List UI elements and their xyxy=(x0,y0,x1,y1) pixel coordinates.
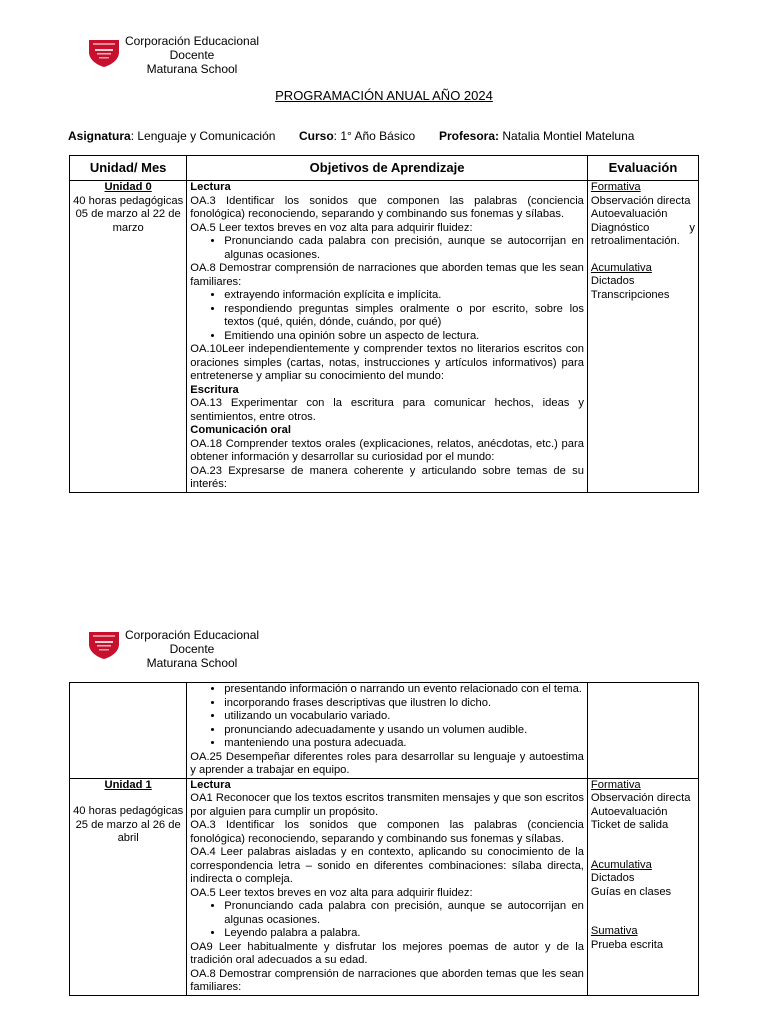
meta-curso xyxy=(299,129,415,143)
list-item: • presentando información o narrando un evento relacionado con el tema. xyxy=(224,683,584,697)
unit0-eval-f1: Observación directa xyxy=(590,194,691,207)
meta-asignatura xyxy=(68,129,275,143)
list-item: • respondiendo preguntas simples oralmente o por escrito, sobre los textos (qué, quién, dónde, cuándo, por qué) xyxy=(224,303,584,330)
unit0-dates: 05 de marzo al 22 de marzo xyxy=(75,208,181,234)
header-objetivos: Objetivos de Aprendizaje xyxy=(187,156,588,181)
institution-line-1: Corporación Educacional xyxy=(124,628,260,642)
profesora-value: Natalia Montiel Mateluna xyxy=(499,129,635,143)
institution-line-3: Maturana School xyxy=(146,62,238,76)
meta-profesora xyxy=(439,129,634,143)
unit1-eval-s1: Prueba escrita xyxy=(590,938,664,951)
list-item: • Pronunciando cada palabra con precisión, aunque se autocorrijan en algunas ocasiones. xyxy=(224,900,584,927)
unit0-objectives xyxy=(187,181,588,493)
unit0-eval-formativa: Formativa xyxy=(590,181,641,193)
list-item: • Emitiendo una opinión sobre un aspecto de lectura. xyxy=(224,330,584,344)
unit0-oa13: OA.13 Experimentar con la escritura para comunicar hechos, ideas y sentimientos, entre otros. xyxy=(190,397,584,423)
unit0-oa10: OA.10Leer independientemente y comprender textos no literarios escritos con oraciones simples (cartas, notas, instrucciones y artículos informativos) para entretenerse y ampliar su conocimiento del mundo: xyxy=(190,343,584,382)
unit0-evaluation xyxy=(587,181,698,493)
unit0-oa8-list xyxy=(190,289,584,343)
unit1-objectives xyxy=(187,778,588,995)
table-row xyxy=(70,778,699,995)
unit0-cell xyxy=(70,181,187,493)
program-table-page1 xyxy=(69,155,699,493)
unit1-oa5-list xyxy=(190,900,584,941)
unit0-eval-f2: Autoevaluación xyxy=(590,208,668,220)
table-header-row xyxy=(70,156,699,181)
continuation-oa25: OA.25 Desempeñar diferentes roles para desarrollar su lenguaje y autoestima y aprender a trabajar en equipo. xyxy=(190,750,584,776)
unit0-eval-f3: Diagnóstico y retroalimentación. xyxy=(590,221,695,247)
list-item: • extrayendo información explícita e implícita. xyxy=(224,289,584,303)
asignatura-value: : Lenguaje y Comunicación xyxy=(130,129,276,143)
unit0-lectura: Lectura xyxy=(190,181,231,193)
school-logo xyxy=(87,38,121,68)
list-item: • Leyendo palabra a palabra. xyxy=(224,927,584,941)
unit0-eval-acumulativa: Acumulativa xyxy=(590,261,652,274)
unit1-oa3: OA.3 Identificar los sonidos que componen las palabras (conciencia fonológica) reconociendo, separando y combinando sus fonemas y sílabas. xyxy=(190,819,584,845)
school-logo xyxy=(87,630,121,660)
header-unidad-mes: Unidad/ Mes xyxy=(70,156,187,181)
program-table-page2 xyxy=(69,682,699,996)
list-item: • manteniendo una postura adecuada. xyxy=(224,737,584,751)
unit0-escritura: Escritura xyxy=(190,383,239,396)
unit0-oa5: OA.5 Leer textos breves en voz alta para adquirir fluidez: xyxy=(190,221,473,234)
asignatura-label: Asignatura xyxy=(68,129,131,143)
institution-line-1: Corporación Educacional xyxy=(124,34,260,48)
institution-line-3: Maturana School xyxy=(146,656,238,670)
unit1-eval-formativa: Formativa xyxy=(590,778,641,791)
list-item: • utilizando un vocabulario variado. xyxy=(224,710,584,724)
unit1-oa5: OA.5 Leer textos breves en voz alta para adquirir fluidez: xyxy=(190,886,473,899)
unit1-eval-a1: Dictados xyxy=(590,872,635,884)
unit1-oa9: OA9 Leer habitualmente y disfrutar los mejores poemas de autor y de la tradición oral adecuados a su edad. xyxy=(190,940,584,966)
table-row xyxy=(70,683,699,779)
table-row xyxy=(70,181,699,493)
unit1-oa4: OA.4 Leer palabras aisladas y en contexto, aplicando su conocimiento de la correspondencia letra – sonido en diferentes combinaciones: sílaba directa, indirecta o compleja. xyxy=(190,846,584,885)
unit0-oa18: OA.18 Comprender textos orales (explicaciones, relatos, anécdotas, etc.) para obtener información y desarrollar su curiosidad por el mundo: xyxy=(190,437,584,463)
unit1-oa8: OA.8 Demostrar comprensión de narraciones que aborden temas que les sean familiares: xyxy=(190,967,584,993)
unit1-dates: 25 de marzo al 26 de abril xyxy=(75,818,181,844)
unit0-oa5-list xyxy=(190,235,584,262)
unit1-lectura: Lectura xyxy=(190,778,231,791)
unit0-oa3: OA.3 Identificar los sonidos que componen las palabras (conciencia fonológica) reconociendo, separando y combinando sus fonemas y sílabas. xyxy=(190,194,584,220)
list-item: • incorporando frases descriptivas que ilustren lo dicho. xyxy=(224,697,584,711)
unit1-cell xyxy=(70,778,187,995)
unit0-comunicacion: Comunicación oral xyxy=(190,424,291,436)
list-item: • pronunciando adecuadamente y usando un volumen audible. xyxy=(224,724,584,738)
unit1-eval-sumativa: Sumativa xyxy=(590,925,638,937)
unit1-eval-f3: Ticket de salida xyxy=(590,819,669,831)
list-item: • Pronunciando cada palabra con precisión, aunque se autocorrijan en algunas ocasiones. xyxy=(224,235,584,262)
profesora-label: Profesora: xyxy=(439,129,500,143)
unit1-eval-a2: Guías en clases xyxy=(590,885,672,898)
unit1-eval-f2: Autoevaluación xyxy=(590,805,668,818)
unit0-oa8: OA.8 Demostrar comprensión de narraciones que aborden temas que les sean familiares: xyxy=(190,262,584,288)
unit0-hours: 40 horas pedagógicas xyxy=(73,194,184,207)
institution-line-2: Docente xyxy=(169,48,215,62)
unit0-name: Unidad 0 xyxy=(104,181,152,193)
continuation-unit-cell xyxy=(70,683,187,779)
continuation-objectives xyxy=(187,683,588,779)
unit0-oa23: OA.23 Expresarse de manera coherente y articulando sobre temas de su interés: xyxy=(190,464,584,490)
unit1-hours: 40 horas pedagógicas xyxy=(73,805,184,817)
institution-header xyxy=(117,628,267,670)
unit1-eval-f1: Observación directa xyxy=(590,792,691,804)
unit0-eval-a1: Dictados xyxy=(590,275,635,287)
continuation-list xyxy=(190,683,584,751)
unit1-oa1: OA1 Reconocer que los textos escritos transmiten mensajes y que son escritos por alguien para cumplir un propósito. xyxy=(190,792,584,818)
unit1-evaluation xyxy=(587,778,698,995)
unit0-eval-a2: Transcripciones xyxy=(590,288,670,301)
curso-label: Curso xyxy=(299,129,334,143)
institution-header xyxy=(117,34,267,76)
institution-line-2: Docente xyxy=(169,642,215,656)
continuation-evaluation xyxy=(587,683,698,779)
unit1-name: Unidad 1 xyxy=(104,778,152,791)
curso-value: : 1° Año Básico xyxy=(333,129,416,143)
document-title: PROGRAMACIÓN ANUAL AÑO 2024 xyxy=(275,88,493,103)
header-evaluacion: Evaluación xyxy=(587,156,698,181)
unit1-eval-acumulativa: Acumulativa xyxy=(590,858,652,871)
